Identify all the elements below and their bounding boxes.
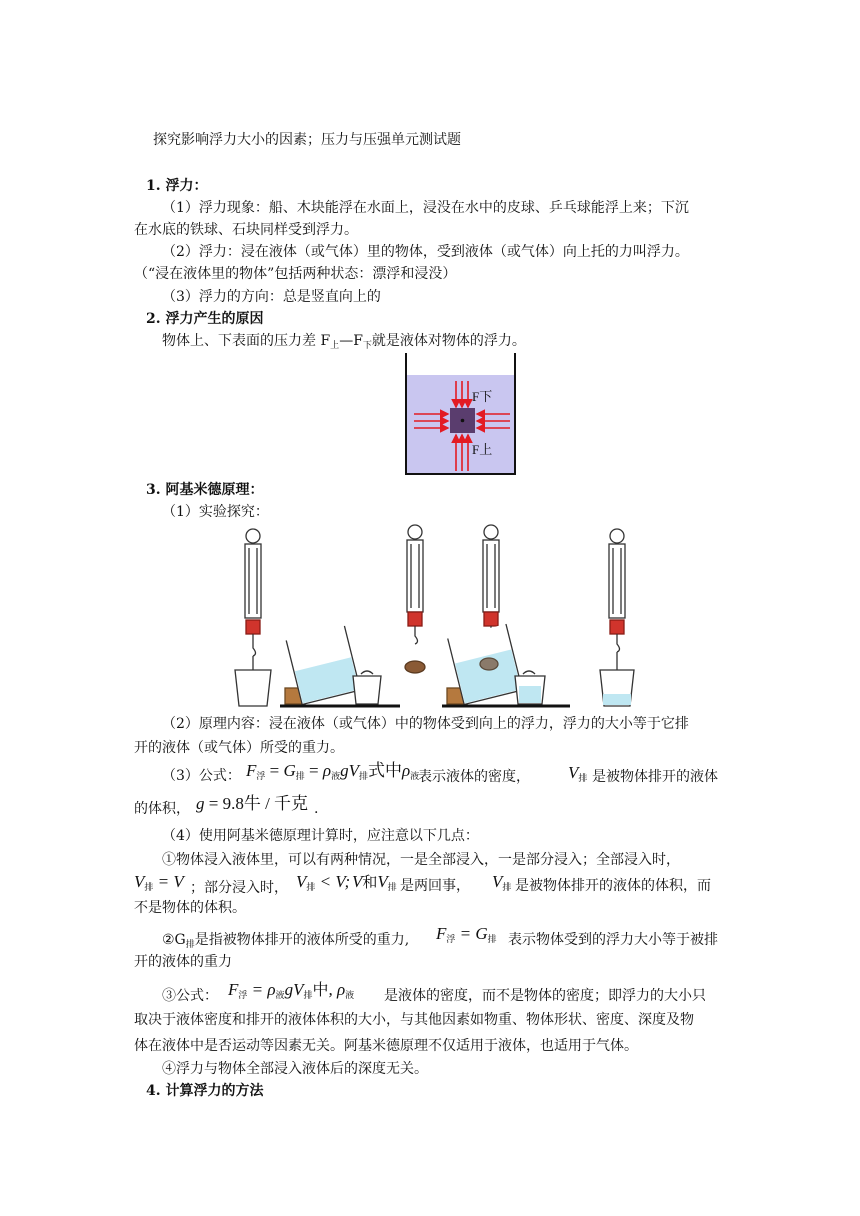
note-2-eq: $F_浮 = G_排$ — [436, 924, 497, 944]
note-3b: 取决于液体密度和排开的液体体积的大小，与其他因素如物重、物体形状、密度、深度及物 — [134, 1012, 694, 1028]
note-1-and: V和$V_排$ — [352, 872, 397, 892]
note-3c: 体在液体中是否运动等因素无关。阿基米德原理不仅适用于液体，也适用于气体。 — [134, 1038, 638, 1054]
force-up-label: F上 — [472, 442, 493, 457]
s3-formula-text-2: 是被物体排开的液体 — [592, 769, 718, 785]
pressure-difference-figure — [400, 351, 520, 477]
note-3-formula: $F_浮 = \rho_液gV_排$中, $\rho_液$ — [228, 980, 355, 1000]
v-symbol: $V_排$ — [568, 763, 588, 783]
s1-paragraph-3: （3）浮力的方向：总是竖直向上的 — [162, 289, 381, 305]
force-down-label: F下 — [472, 389, 493, 404]
section-3-heading: 3. 阿基米德原理： — [146, 482, 264, 498]
period: . — [314, 801, 319, 817]
section-2-heading: 2. 浮力产生的原因 — [146, 311, 264, 327]
s1-paragraph-2b: （“浸在液体里的物体”包括两种状态：漂浮和浸没） — [134, 266, 457, 282]
note-1a: ①物体浸入液体里，可以有两种情况，一是全部浸入，一是部分浸入；全部浸入时， — [162, 852, 680, 868]
note-4: ④浮力与物体全部浸入液体后的深度无关。 — [162, 1061, 428, 1077]
s3-paragraph-2b: 开的液体（或气体）所受的重力。 — [134, 740, 344, 756]
note-3-label: ③公式： — [162, 988, 218, 1004]
s1-paragraph-1b: 在水底的铁球、石块同样受到浮力。 — [134, 222, 358, 238]
note-2b: 开的液体的重力 — [134, 954, 232, 970]
section-4-heading: 4. 计算浮力的方法 — [146, 1083, 264, 1099]
section-1-heading: 1. 浮力： — [146, 178, 208, 194]
note-2a: $②G_排$是指被物体排开的液体所受的重力, — [162, 932, 410, 950]
gravity-constant: g = 9.8牛 / 千克 — [196, 794, 309, 813]
note-3-text-1: 是液体的密度，而不是物体的密度；即浮力的大小只 — [384, 988, 706, 1004]
archimedes-experiment-figure — [225, 522, 645, 710]
note-1b-text-3: 是被物体排开的液体的体积，而 — [515, 878, 711, 894]
note-1-ineq: $V_排 < V$; — [296, 872, 351, 892]
note-1-v: $V_排$ — [492, 872, 512, 892]
s3-paragraph-1: （1）实验探究： — [162, 504, 269, 520]
s3-paragraph-4: （4）使用阿基米德原理计算时，应注意以下几点： — [162, 828, 479, 844]
note-1b-text-2: 是两回事， — [400, 878, 470, 894]
note-1b-text-1: ；部分浸入时， — [190, 880, 288, 896]
s3-formula-text-1: 表示液体的密度， — [418, 769, 530, 785]
s3-formula-label: （3）公式： — [162, 768, 241, 784]
note-1-eq: $V_排 = V$ — [134, 872, 184, 892]
buoyancy-formula: $F_浮 = G_排 = \rho_液gV_排$式中$\rho_液$ — [246, 761, 420, 781]
s1-paragraph-2a: （2）浮力：浸在液体（或气体）里的物体，受到液体（或气体）向上托的力叫浮力。 — [162, 244, 689, 260]
s3-formula-text-3: 的体积， — [134, 801, 190, 817]
note-2-text: 表示物体受到的浮力大小等于被排 — [508, 932, 718, 948]
page-title: 探究影响浮力大小的因素；压力与压强单元测试题 — [153, 132, 461, 148]
s2-body: 物体上、下表面的压力差 $F_上—F_下$就是液体对物体的浮力。 — [162, 333, 526, 351]
note-1c: 不是物体的体积。 — [134, 900, 246, 916]
s1-paragraph-1a: （1）浮力现象：船、木块能浮在水面上，浸没在水中的皮球、乒乓球能浮上来；下沉 — [162, 200, 689, 216]
s3-paragraph-2a: （2）原理内容：浸在液体（或气体）中的物体受到向上的浮力，浮力的大小等于它排 — [162, 716, 689, 732]
